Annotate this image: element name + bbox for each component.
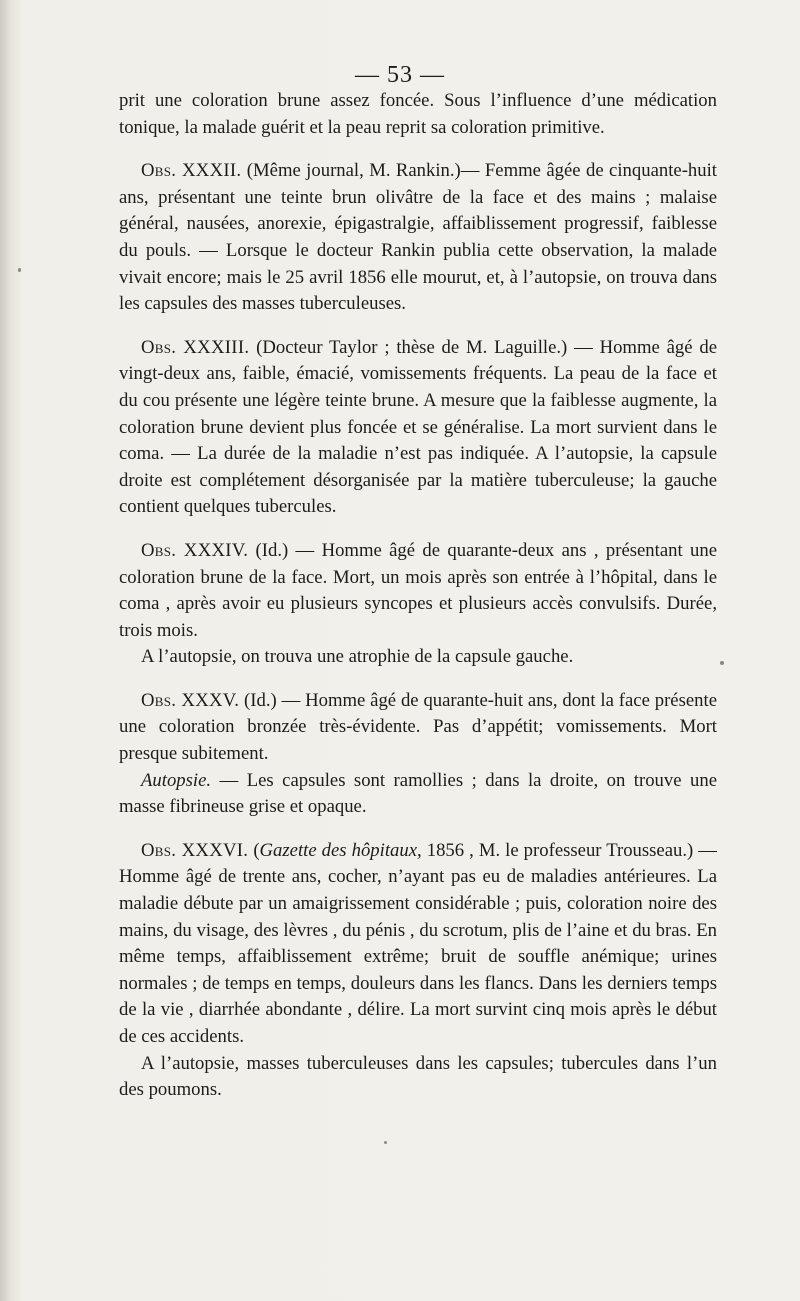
paragraph-text: 1856 , M. le professeur Trousseau.) — Homme âgé de trente ans, cocher, n’ayant pas eu de maladies antérieures. La maladie débute par un amaigrissement considérable ; puis, coloration noire des mains, du visage, des lèvres , du pénis , du scrotum, plis de l’aine et du bras. En même temps, affaiblissement extrême; bruit de souffle anémique; urines normales ; de temps en temps, douleurs dans les flancs. Dans les derniers temps de la vie , diarrhée abondante , délire. La mort survint cinq mois après le début de ces accidents. [119, 839, 717, 1047]
observation-label: Obs. XXXIV. [141, 539, 249, 561]
page-edge-shadow [0, 0, 6, 1301]
observation-36 [119, 838, 717, 1051]
observation-32 [119, 158, 717, 318]
paragraph-text: — Les capsules sont ramollies ; dans la droite, on trouve une masse fibrineuse grise et opaque. [119, 769, 717, 818]
observation-label: Obs. XXXII. [141, 160, 242, 182]
observation-label: Obs. XXXV. [141, 689, 240, 711]
observation-34 [119, 538, 717, 644]
paragraph-text: (Même journal, M. Rankin.)— Femme âgée de cinquante-huit ans, présentant une teinte brun olivâtre de la face et des mains ; malaise général, nausées, anorexie, épigastralgie, affaiblissement progressif, faiblesse du pouls. — Lorsque le docteur Rankin publia cette observation, la malade vivait encore; mais le 25 avril 1856 elle mourut, et, à l’autopsie, on trouva dans les capsules des masses tuberculeuses. [119, 160, 717, 315]
autopsy-heading: Autopsie. [141, 769, 212, 791]
paper-speck [720, 661, 724, 665]
paper-speck [384, 1141, 387, 1144]
paragraph-text: A l’autopsie, on trouva une atrophie de la capsule gauche. [141, 646, 574, 668]
page-number: — 53 — [355, 62, 445, 88]
paper-speck [18, 268, 21, 272]
paragraph-continuation [119, 88, 717, 141]
observation-35-autopsy [119, 768, 717, 821]
observation-34-autopsy [119, 644, 717, 671]
observation-label: Obs. XXXIII. [141, 336, 250, 358]
paragraph-text: (Docteur Taylor ; thèse de M. Laguille.) — Homme âgé de vingt-deux ans, faible, émacié, vomissements fréquents. La peau de la face et du cou présente une légère teinte brune. A mesure que la faiblesse augmente, la coloration brune devient plus foncée et se généralise. La mort survient dans le coma. — La durée de la maladie n’est pas indiquée. A l’autopsie, la capsule droite est complétement désorganisée par la matière tuberculeuse; la gauche contient quelques tubercules. [119, 336, 717, 518]
body-text [119, 88, 717, 1104]
paragraph-text: ( [248, 839, 260, 861]
journal-title: Gazette des hôpitaux, [259, 839, 422, 861]
paragraph-text: prit une coloration brune assez foncée. Sous l’influence d’une médication tonique, la malade guérit et la peau reprit sa coloration primitive. [119, 90, 717, 138]
paragraph-text: (Id.) — Homme âgé de quarante-huit ans, dont la face présente une coloration bronzée très-évidente. Pas d’appétit; vomissements. Mort presque subitement. [119, 689, 717, 765]
observation-36-autopsy [119, 1051, 717, 1104]
observation-35 [119, 688, 717, 768]
observation-label: Obs. XXXVI. [141, 839, 249, 861]
observation-33 [119, 335, 717, 521]
paragraph-text: (Id.) — Homme âgé de quarante-deux ans , présentant une coloration brune de la face. Mort, un mois après son entrée à l’hôpital, dans le coma , après avoir eu plusieurs syncopes et plusieurs accès convulsifs. Durée, trois mois. [119, 539, 717, 641]
paragraph-text: A l’autopsie, masses tuberculeuses dans les capsules; tubercules dans l’un des poumons. [119, 1052, 717, 1101]
